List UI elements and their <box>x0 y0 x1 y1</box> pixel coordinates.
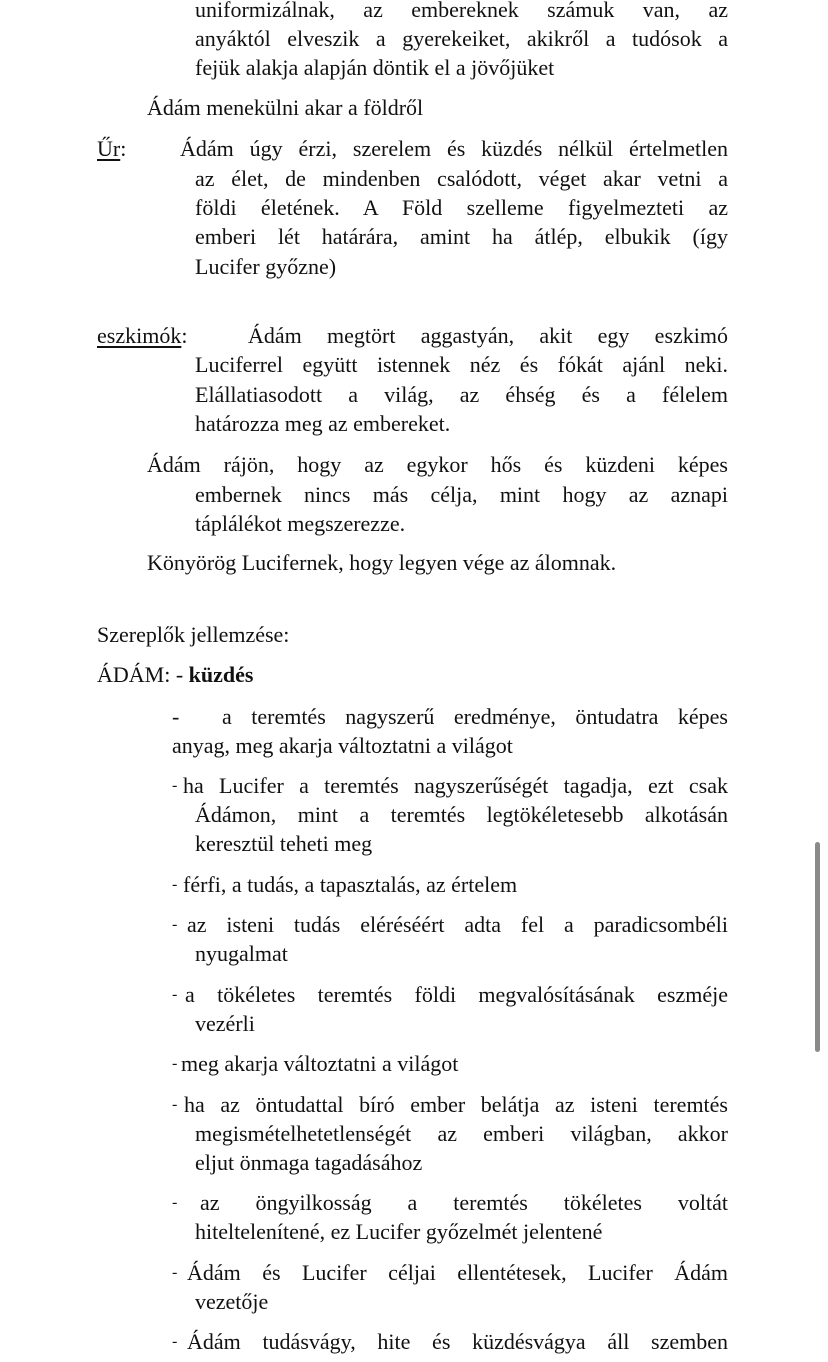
bullet-dash: - <box>172 1096 178 1113</box>
bullet-text: a tökéletes teremtés földi megvalósításának eszméje <box>185 982 728 1007</box>
text-line: Ádám rájön, hogy az egykor hős és küzdeni képes <box>147 452 728 477</box>
text-line: embernek nincs más célja, mint hogy az aznapi <box>195 482 728 507</box>
text-line: Ádám menekülni akar a földről <box>147 95 424 120</box>
section-label-colon: : <box>120 136 127 161</box>
section-label-colon: : <box>181 323 188 348</box>
bullet-dash: - <box>172 1333 178 1350</box>
bullet-dash: - <box>172 704 180 729</box>
text-line: határozza meg az embereket. <box>195 411 451 436</box>
bullet-dash: - <box>172 916 178 933</box>
bullet-text: az öngyilkosság a teremtés tökéletes voltát <box>200 1190 728 1215</box>
text-line: földi életének. A Föld szelleme figyelmezteti az <box>195 195 728 220</box>
adam-heading <box>97 660 253 690</box>
text-line: Ádám megtört aggastyán, akit egy eszkimó <box>248 323 728 348</box>
text-line: táplálékot megszerezze. <box>195 511 406 536</box>
bullet-text: nyugalmat <box>195 941 288 966</box>
bullet-text: ha Lucifer a teremtés nagyszerűségét tagadja, ezt csak <box>183 773 728 798</box>
bullet-text: eljut önmaga tagadásához <box>195 1150 423 1175</box>
text-line: Könyörög Lucifernek, hogy legyen vége az álomnak. <box>147 550 617 575</box>
bullet-text: ha az öntudattal bíró ember belátja az isteni teremtés <box>184 1092 728 1117</box>
bullet-text: keresztül teheti meg <box>195 831 373 856</box>
section-label-eszkimok <box>97 321 187 351</box>
text-line: uniformizálnak, az embereknek számuk van, az <box>195 0 728 22</box>
text-line: Elállatiasodott a világ, az éhség és a félelem <box>195 382 728 407</box>
bullet-text: Ádám tudásvágy, hite és küzdésvágya áll szemben <box>187 1329 728 1354</box>
bullet-text: Ádámon, mint a teremtés legtökéletesebb alkotásán <box>195 802 728 827</box>
bullet-dash: - <box>172 876 178 893</box>
bullet-dash: - <box>172 1264 178 1281</box>
text-line: Lucifer győzne) <box>195 254 337 279</box>
bullet-text: férfi, a tudás, a tapasztalás, az értelem <box>183 872 518 897</box>
bullet-dash: - <box>172 986 178 1003</box>
adam-label: ÁDÁM: - <box>97 662 189 687</box>
bullet-dash: - <box>172 1194 178 1211</box>
bullet-text: anyag, meg akarja változtatni a világot <box>172 733 513 758</box>
text-line: anyáktól elveszik a gyerekeiket, akikről a tudósok a <box>195 26 728 51</box>
text-line: Luciferrel együtt istennek néz és fókát ajánl neki. <box>195 352 728 377</box>
section-label-ur <box>97 134 126 164</box>
bullet-dash: - <box>172 777 178 794</box>
bullet-dash: - <box>172 1055 178 1072</box>
text-line: fejük alakja alapján döntik el a jövőjüket <box>195 55 555 80</box>
bullet-text: vezetője <box>195 1289 269 1314</box>
scrollbar-thumb[interactable] <box>815 842 820 1052</box>
text-line: Ádám úgy érzi, szerelem és küzdés nélkül értelmetlen <box>180 136 728 161</box>
bullet-text: vezérli <box>195 1011 255 1036</box>
bullet-text: az isteni tudás eléréséért adta fel a paradicsombéli <box>187 912 728 937</box>
bullet-text: megismételhetetlenségét az emberi világban, akkor <box>195 1121 728 1146</box>
section-label-text: eszkimók <box>97 323 182 348</box>
characters-heading: Szereplők jellemzése: <box>97 622 290 647</box>
bullet-text: hiteltelenítené, ez Lucifer győzelmét jelentené <box>195 1219 603 1244</box>
text-line: emberi lét határára, amint ha átlép, elbukik (így <box>195 224 728 249</box>
bullet-text: meg akarja változtatni a világot <box>181 1051 459 1076</box>
bullet-text: Ádám és Lucifer céljai ellentétesek, Lucifer Ádám <box>187 1260 728 1285</box>
section-label-text: Űr <box>97 136 121 161</box>
text-line: az élet, de mindenben csalódott, véget akar vetni a <box>195 166 728 191</box>
adam-keyword: küzdés <box>188 662 254 687</box>
bullet-text: a teremtés nagyszerű eredménye, öntudatra képes <box>222 704 728 729</box>
